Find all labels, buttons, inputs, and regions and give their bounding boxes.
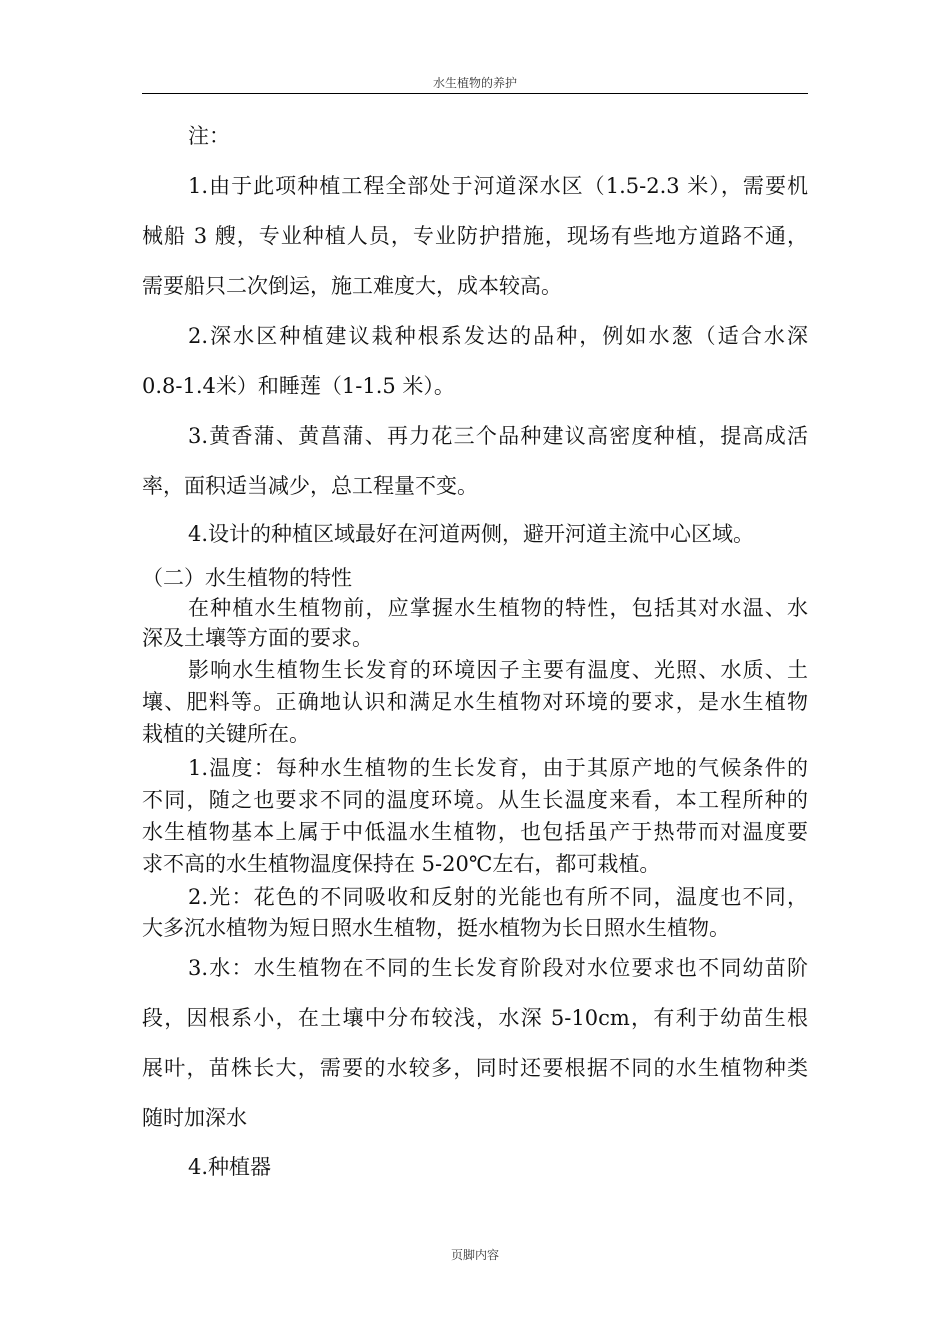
paragraph-line: 展叶，苗株长大，需要的水较多，同时还要根据不同的水生植物种类 xyxy=(142,1056,808,1080)
paragraph-line: 随时加深水 xyxy=(142,1106,247,1130)
paragraph-line: 影响水生植物生长发育的环境因子主要有温度、光照、水质、土 xyxy=(188,658,808,682)
paragraph-line: 大多沉水植物为短日照水生植物，挺水植物为长日照水生植物。 xyxy=(142,916,730,940)
section-heading: （二）水生植物的特性 xyxy=(142,566,352,590)
paragraph-line: 3.黄香蒲、黄菖蒲、再力花三个品种建议高密度种植，提高成活 xyxy=(188,424,808,448)
paragraph-line: 2.深水区种植建议栽种根系发达的品种，例如水葱（适合水深 xyxy=(188,324,808,348)
paragraph-line: 水生植物基本上属于中低温水生植物，也包括虽产于热带而对温度要 xyxy=(142,820,808,844)
paragraph-line: 3.水：水生植物在不同的生长发育阶段对水位要求也不同幼苗阶 xyxy=(188,956,808,980)
paragraph-line: 栽植的关键所在。 xyxy=(142,722,310,746)
paragraph-line: 壤、肥料等。正确地认识和满足水生植物对环境的要求，是水生植物 xyxy=(142,690,808,714)
paragraph-line: 1.由于此项种植工程全部处于河道深水区（1.5-2.3 米），需要机 xyxy=(188,174,808,198)
paragraph-line: 械船 3 艘，专业种植人员，专业防护措施，现场有些地方道路不通， xyxy=(142,224,808,248)
paragraph-line: 在种植水生植物前，应掌握水生植物的特性，包括其对水温、水 xyxy=(188,596,808,620)
page-footer-text: 页脚内容 xyxy=(450,1248,499,1262)
paragraph-line: 求不高的水生植物温度保持在 5-20℃左右，都可栽植。 xyxy=(142,852,661,876)
paragraph-line: 2.光：花色的不同吸收和反射的光能也有所不同，温度也不同， xyxy=(188,885,808,909)
page-header-title: 水生植物的养护 xyxy=(432,76,517,90)
paragraph-line: 段，因根系小，在土壤中分布较浅，水深 5-10cm，有利于幼苗生根 xyxy=(142,1006,808,1030)
paragraph-line: 0.8-1.4米）和睡莲（1-1.5 米）。 xyxy=(142,374,455,398)
paragraph-line: 深及土壤等方面的要求。 xyxy=(142,626,373,650)
paragraph-line: 1.温度：每种水生植物的生长发育，由于其原产地的气候条件的 xyxy=(188,756,808,780)
paragraph-line: 需要船只二次倒运，施工难度大，成本较高。 xyxy=(142,274,562,298)
paragraph-line: 不同，随之也要求不同的温度环境。从生长温度来看，本工程所种的 xyxy=(142,788,808,812)
paragraph-line: 率，面积适当减少，总工程量不变。 xyxy=(142,474,478,498)
header-divider xyxy=(142,93,808,94)
paragraph-line: 4.设计的种植区域最好在河道两侧，避开河道主流中心区域。 xyxy=(188,522,755,546)
subheading-line: 4.种植器 xyxy=(188,1155,272,1179)
note-heading: 注： xyxy=(188,124,230,148)
